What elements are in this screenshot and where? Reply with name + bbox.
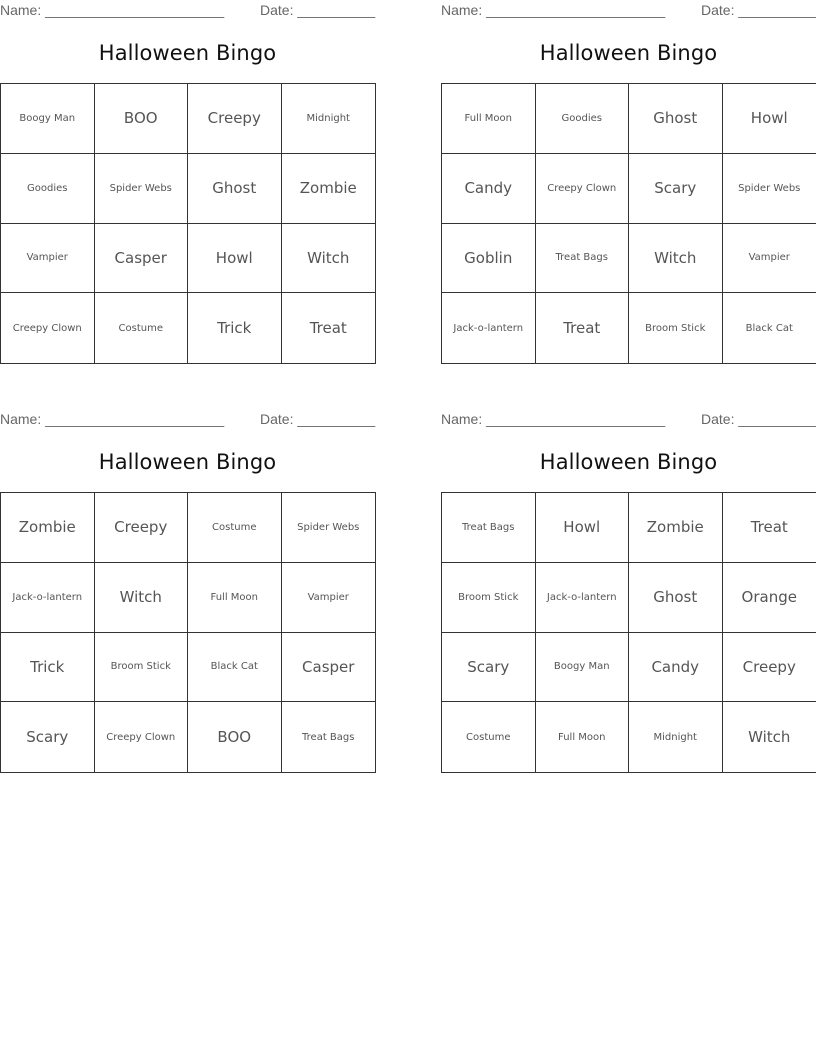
bingo-cell: Witch xyxy=(629,224,723,294)
bingo-cell: Casper xyxy=(95,224,189,294)
date-field-label: Date: __________ xyxy=(701,411,816,427)
bingo-cell: Full Moon xyxy=(442,84,536,154)
bingo-cell: Broom Stick xyxy=(442,563,536,633)
bingo-grid xyxy=(0,492,376,773)
bingo-cell: Witch xyxy=(748,728,791,747)
bingo-cell: Broom Stick xyxy=(95,633,189,703)
bingo-cell: Ghost xyxy=(188,154,282,224)
bingo-cell: Treat Bags xyxy=(536,224,630,294)
bingo-cell: Scary xyxy=(1,702,95,772)
bingo-cell: Zombie xyxy=(1,493,95,563)
bingo-cell: Witch xyxy=(282,224,376,294)
card-header xyxy=(441,2,816,20)
bingo-grid xyxy=(441,492,816,773)
card-title: Halloween Bingo xyxy=(539,41,718,65)
bingo-cell: Costume xyxy=(188,493,282,563)
card-header xyxy=(441,411,816,429)
name-field-label: Name: _______________________ xyxy=(0,2,225,18)
bingo-cell: Treat xyxy=(723,493,816,563)
card-title: Halloween Bingo xyxy=(98,41,277,65)
bingo-cell: Midnight xyxy=(282,84,376,154)
bingo-cell: Howl xyxy=(188,224,282,294)
bingo-cell: Treat xyxy=(536,293,630,363)
bingo-cell: Creepy Clown xyxy=(1,293,95,363)
bingo-cell: Creepy Clown xyxy=(95,702,189,772)
bingo-cell: Trick xyxy=(1,633,95,703)
card-header xyxy=(0,2,375,20)
bingo-cell: Spider Webs xyxy=(723,154,816,224)
card-title: Halloween Bingo xyxy=(98,450,277,474)
bingo-cell: Howl xyxy=(536,493,630,563)
card-header xyxy=(0,411,375,429)
bingo-cell: Treat Bags xyxy=(442,493,536,563)
bingo-cell: Full Moon xyxy=(536,702,630,772)
bingo-cell: Candy xyxy=(629,633,723,703)
bingo-cell: Scary xyxy=(629,154,723,224)
bingo-cell: Creepy xyxy=(723,633,816,703)
bingo-cell: Broom Stick xyxy=(629,293,723,363)
bingo-cell: Witch xyxy=(95,563,189,633)
bingo-cell: Candy xyxy=(442,154,536,224)
bingo-grid xyxy=(0,83,376,364)
bingo-cell: Zombie xyxy=(629,493,723,563)
bingo-cell: Boogy Man xyxy=(1,84,95,154)
bingo-cell: Black Cat xyxy=(745,322,793,334)
name-field-label: Name: _______________________ xyxy=(441,411,666,427)
bingo-cell: Costume xyxy=(442,702,536,772)
bingo-cell: Jack-o-lantern xyxy=(1,563,95,633)
bingo-cell: Ghost xyxy=(629,84,723,154)
bingo-cell: Costume xyxy=(95,293,189,363)
bingo-cell: BOO xyxy=(95,84,189,154)
name-field-label: Name: _______________________ xyxy=(441,2,666,18)
card-title: Halloween Bingo xyxy=(539,450,718,474)
bingo-cell: Ghost xyxy=(629,563,723,633)
bingo-cell: Goodies xyxy=(536,84,630,154)
bingo-cell: Vampier xyxy=(1,224,95,294)
bingo-cell: Orange xyxy=(723,563,816,633)
bingo-cell: Boogy Man xyxy=(536,633,630,703)
bingo-cell: Midnight xyxy=(629,702,723,772)
bingo-grid xyxy=(441,83,816,364)
bingo-cell: Goodies xyxy=(1,154,95,224)
bingo-cell: Treat Bags xyxy=(302,731,355,743)
bingo-cell: Spider Webs xyxy=(95,154,189,224)
date-field-label: Date: __________ xyxy=(260,411,376,427)
bingo-cell: Casper xyxy=(282,633,376,703)
bingo-cell: Black Cat xyxy=(188,633,282,703)
bingo-cell: Goblin xyxy=(442,224,536,294)
bingo-cell: Trick xyxy=(188,293,282,363)
bingo-cell: Creepy xyxy=(188,84,282,154)
bingo-cell: Spider Webs xyxy=(282,493,376,563)
name-field-label: Name: _______________________ xyxy=(0,411,225,427)
bingo-cell: Scary xyxy=(442,633,536,703)
bingo-cell: Creepy xyxy=(95,493,189,563)
date-field-label: Date: __________ xyxy=(260,2,376,18)
bingo-cell: BOO xyxy=(188,702,282,772)
bingo-cell: Vampier xyxy=(282,563,376,633)
bingo-cell: Vampier xyxy=(723,224,816,294)
date-field-label: Date: __________ xyxy=(701,2,816,18)
bingo-cell: Full Moon xyxy=(188,563,282,633)
bingo-cell: Jack-o-lantern xyxy=(536,563,630,633)
bingo-cell: Creepy Clown xyxy=(536,154,630,224)
bingo-cell: Jack-o-lantern xyxy=(442,293,536,363)
bingo-cell: Howl xyxy=(723,84,816,154)
bingo-cell: Zombie xyxy=(282,154,376,224)
bingo-cell: Treat xyxy=(309,319,347,338)
